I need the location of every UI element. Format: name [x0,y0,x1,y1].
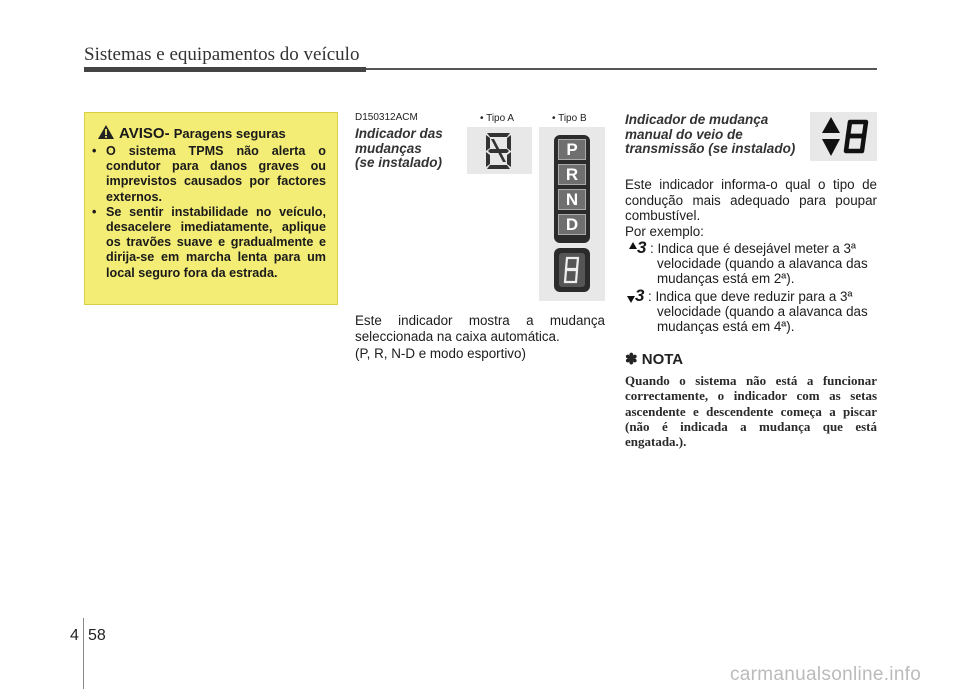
arrow-down-icon [627,296,635,303]
tipo-a-image [467,127,532,174]
warning-title-main: AVISO- [119,125,170,142]
watermark: carmanualsonline.info [730,664,922,685]
nota-body: Quando o sistema não está a funcionar correctamente, o indicador com as setas ascendente e descendente começa a piscar (não é indicada a mudança que está engatada.). [625,373,877,450]
segment-eight-icon [554,248,590,292]
gear-r: R [558,164,586,185]
warning-title [119,125,286,142]
gear-n: N [558,189,586,210]
up-text-line: : Indica que é desejável meter a 3ª [650,241,856,256]
down-text-line: velocidade (quando a alavanca das [657,304,868,319]
warning-list [90,144,326,281]
digit-panel [554,248,590,292]
right-heading [625,113,795,157]
tipo-b-image [539,127,605,301]
down-text-line: : Indica que deve reduzir para a 3ª [648,289,853,304]
footer-vertical-rule [83,618,84,689]
chapter-number: 4 [70,627,79,644]
up-text-line: mudanças está em 2ª). [657,271,795,286]
down-digit: 3 [635,286,645,305]
up-digit: 3 [637,238,647,257]
right-intro: Este indicador informa-o qual o tipo de condução mais adequado para poupar combustível. [625,177,877,223]
middle-heading-line: mudanças [355,140,422,156]
section-code: D150312ACM [355,112,418,123]
warning-triangle-icon [97,124,115,140]
gear-d: D [558,214,586,235]
middle-heading-line: (se instalado) [355,155,443,170]
arrow-up-icon [629,242,637,249]
page-header-title: Sistemas e equipamentos do veículo [84,44,360,65]
nota-title: ✽ NOTA [625,351,684,368]
middle-paragraph: Este indicador mostra a mudança seleccionada na caixa automática. [355,313,605,344]
middle-heading-line: Indicador das [355,126,443,141]
header-accent-bar [84,67,366,72]
right-heading-line: manual do veio de [625,126,743,142]
down-text-line: mudanças está em 4ª). [657,319,795,334]
shift-indicator-image [810,112,877,161]
segment-display-icon [467,127,532,174]
middle-heading [355,127,443,171]
warning-item: • O sistema TPMS não alerta o condutor para danos graves ou imprevistos causados por factores externos. [90,144,326,205]
gear-p: P [558,139,586,160]
middle-modes: (P, R, N-D e modo esportivo) [355,346,526,361]
tipo-b-label: • Tipo B [552,113,587,124]
right-heading-line: Indicador de mudança [625,112,769,127]
up-text-line: velocidade (quando a alavanca das [657,256,868,271]
warning-subtitle: Paragens seguras [173,126,286,141]
right-heading-line: transmissão (se instalado) [625,141,796,156]
page-number: 58 [88,627,106,644]
warning-item: • Se sentir instabilidade no veículo, desacelere imediatamente, aplique os travões suave e gradualmente e dirija-se em marcha lenta para um local seguro fora da estrada. [90,205,326,281]
example-label: Por exemplo: [625,224,704,239]
up-down-arrow-eight-icon [810,112,877,161]
tipo-a-label: • Tipo A [480,113,515,124]
